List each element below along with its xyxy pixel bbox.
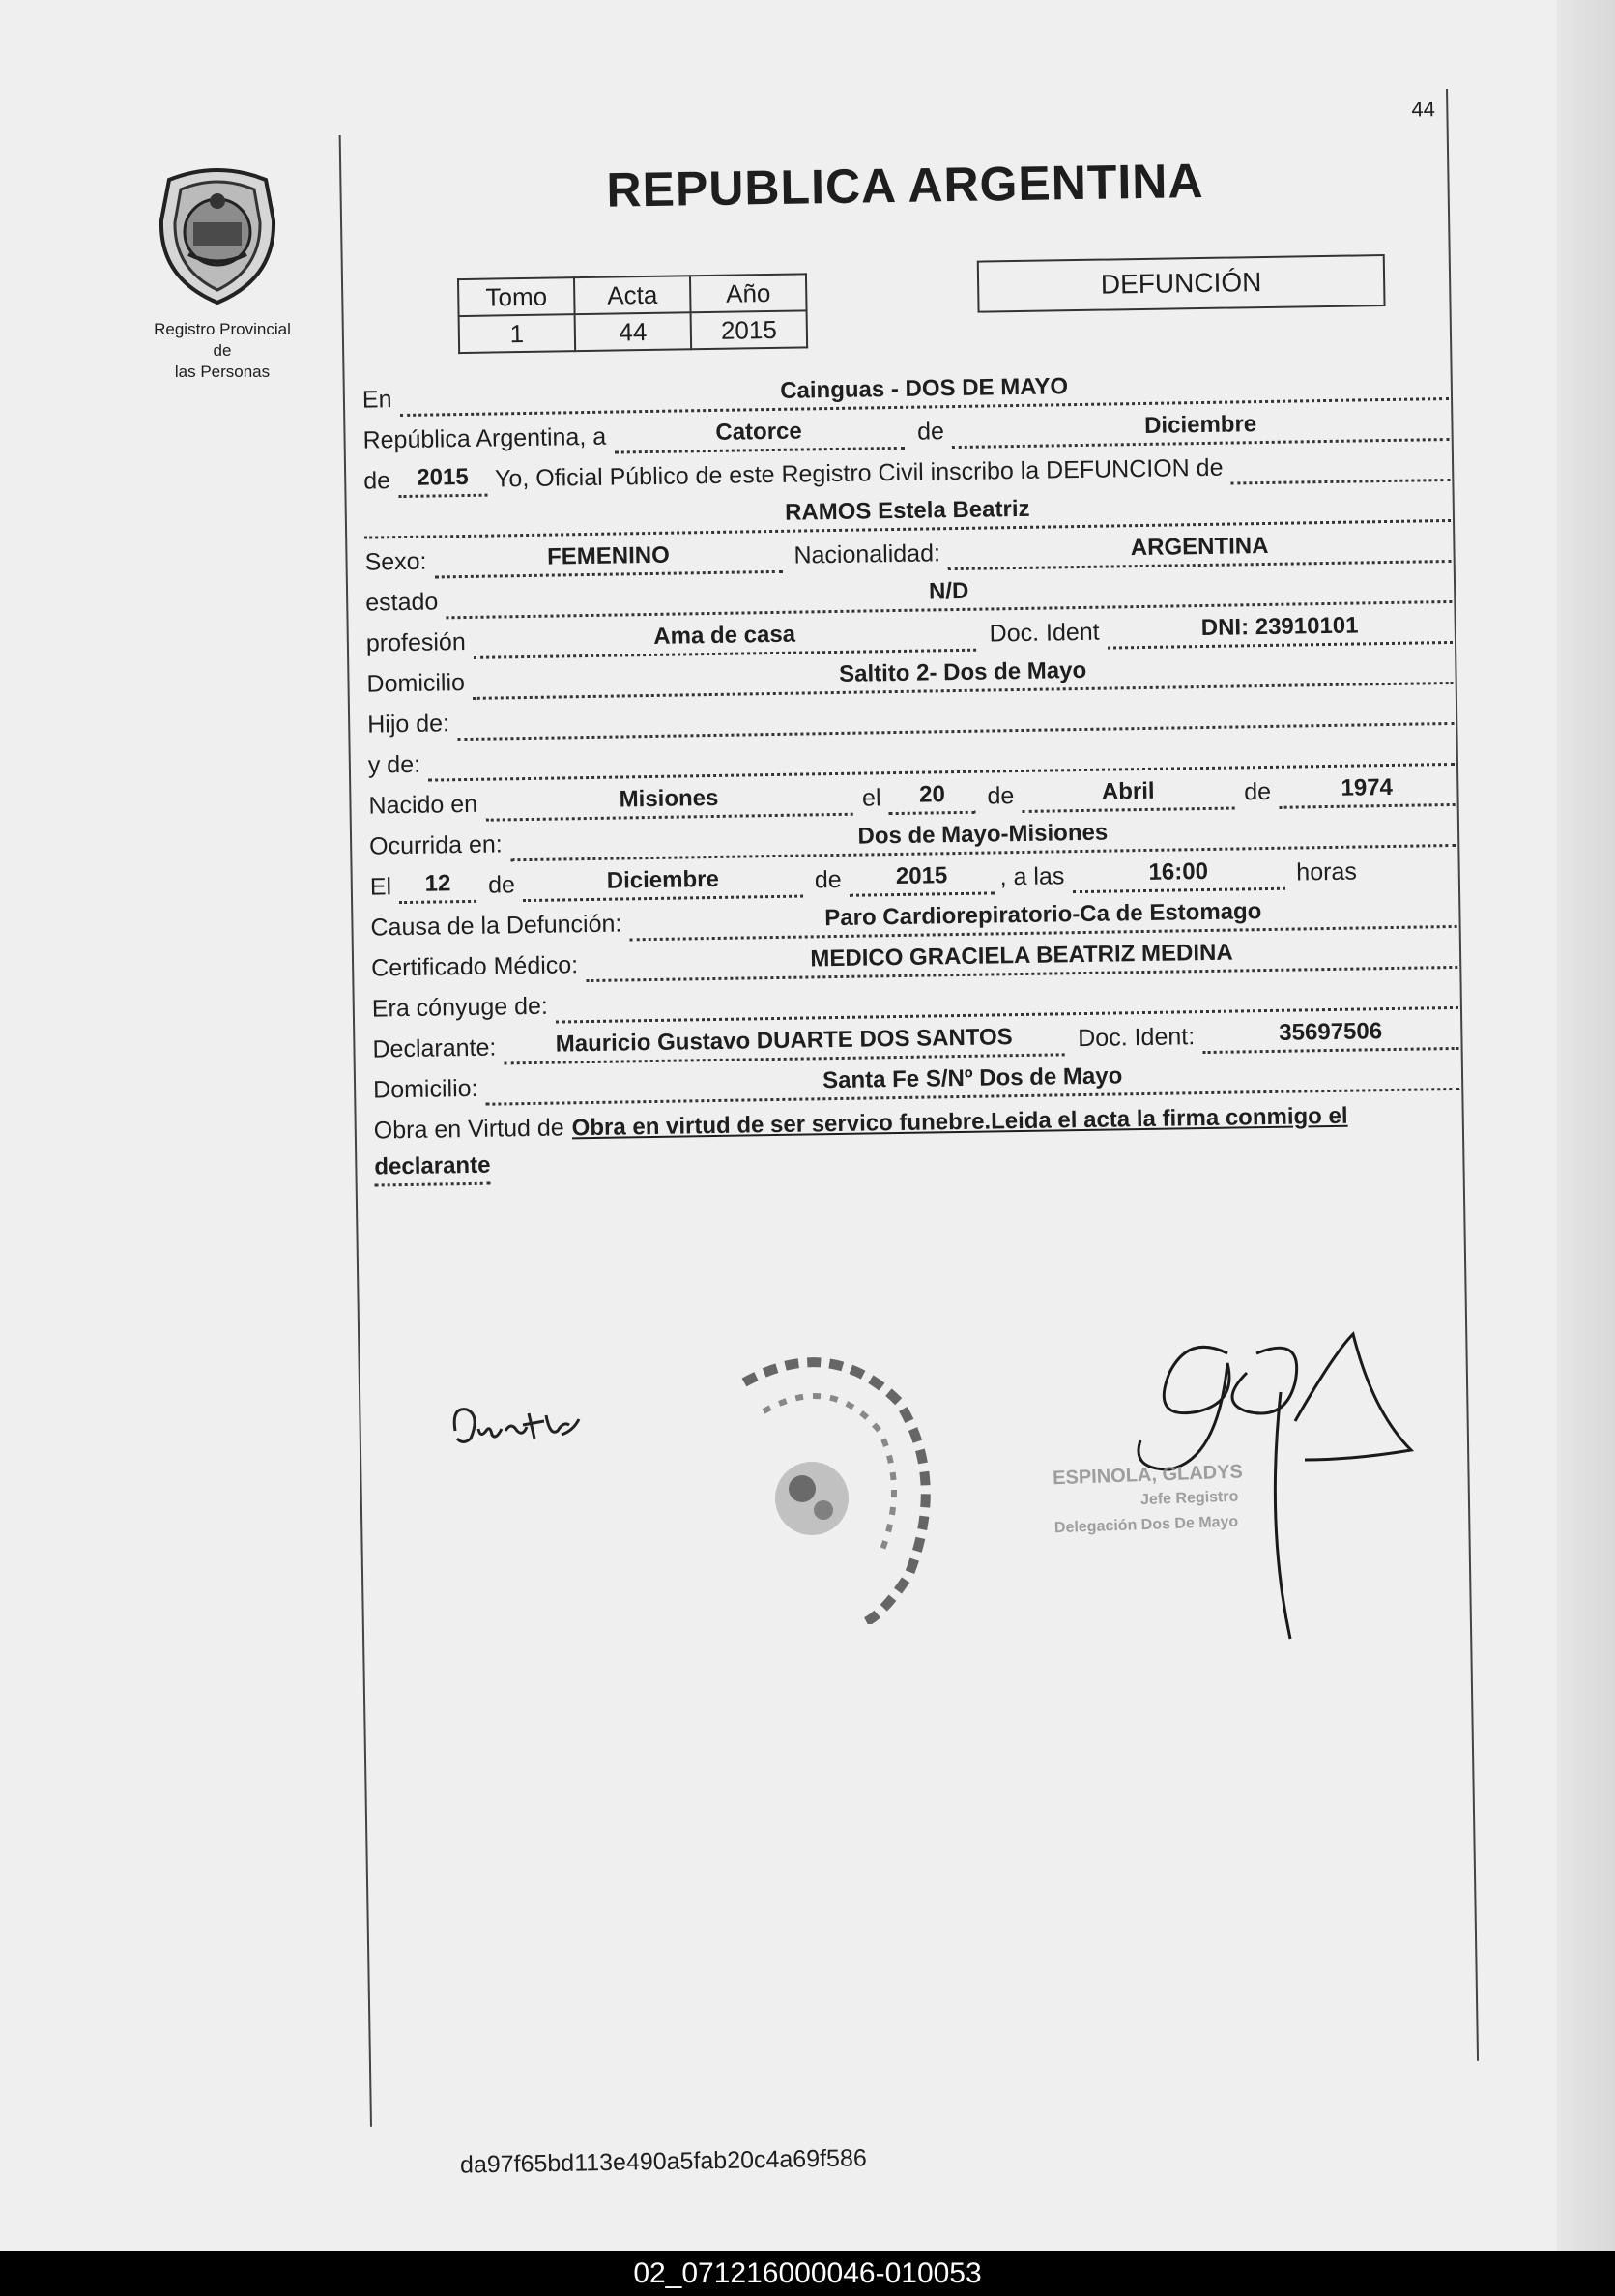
field-domicilio: Saltito 2- Dos de Mayo (473, 649, 1454, 700)
official-stamp (1053, 1454, 1403, 1542)
field-sexo: FEMENINO (434, 538, 783, 579)
field-declarante: Mauricio Gustavo DUARTE DOS SANTOS (504, 1020, 1065, 1064)
field-nac-mes: Abril (1022, 774, 1235, 813)
declarant-signature (449, 1392, 585, 1460)
label-conyuge: Era cónyuge de: (371, 992, 549, 1023)
registry-label-line2: las Personas (174, 363, 271, 381)
field-anio: 2015 (398, 461, 488, 498)
label-hijo-de: Hijo de: (366, 710, 450, 739)
ref-header-anio: Año (690, 274, 807, 312)
document-hash: da97f65bd113e490a5fab20c4a69f586 (459, 2144, 868, 2179)
label-el: el (861, 784, 881, 812)
registry-label (145, 319, 300, 383)
label-el-cap: El (369, 873, 392, 901)
label-yo-oficial: Yo, Oficial Público de este Registro Civil inscribo la DEFUNCION de (494, 453, 1224, 493)
ref-value-anio: 2015 (691, 310, 808, 349)
field-certificado: MEDICO GRACIELA BEATRIZ MEDINA (586, 933, 1457, 982)
field-def-dia: 12 (399, 867, 477, 904)
label-nacido-en: Nacido en (368, 790, 478, 820)
page-number: 44 (1411, 97, 1436, 122)
label-declarante-domicilio: Domicilio: (372, 1074, 478, 1104)
field-declarante-domicilio: Santa Fe S/Nº Dos de Mayo (485, 1055, 1459, 1106)
label-de-4: de (1244, 777, 1272, 806)
field-def-mes: Diciembre (523, 862, 804, 903)
field-nombre: RAMOS Estela Beatriz (364, 486, 1451, 539)
file-id-bar: 02_071216000046-010053 (0, 2251, 1615, 2296)
field-profesion: Ama de casa (473, 616, 976, 659)
field-mes: Diciembre (952, 405, 1450, 449)
field-dia-texto: Catorce (614, 414, 905, 454)
certificate-body (338, 79, 1501, 2136)
field-nacionalidad: ARGENTINA (948, 527, 1452, 570)
label-sexo: Sexo: (364, 547, 427, 576)
registry-label-line1: Registro Provincial de (154, 320, 291, 360)
field-ocurrida-en: Dos de Mayo-Misiones (509, 811, 1456, 861)
official-stamp-line3: Delegación Dos De Mayo (1053, 1513, 1239, 1537)
label-obra-virtud: Obra en Virtud de (373, 1114, 564, 1145)
field-causa: Paro Cardiorepiratorio-Ca de Estomago (629, 892, 1457, 941)
label-y-de: y de: (367, 750, 421, 779)
label-de-2: de (363, 467, 391, 495)
field-def-anio: 2015 (849, 858, 995, 896)
label-a-las: , a las (999, 862, 1065, 891)
field-def-hora: 16:00 (1072, 855, 1285, 893)
label-domicilio: Domicilio (366, 669, 466, 698)
label-declarante: Declarante: (372, 1033, 497, 1063)
page-edge-shadow (1557, 0, 1615, 2252)
label-nacionalidad: Nacionalidad: (793, 539, 941, 569)
reference-table (457, 273, 808, 354)
label-de-6: de (814, 865, 842, 894)
field-nac-dia: 20 (888, 778, 976, 815)
province-seal-icon (150, 162, 285, 307)
document-title: REPUBLICA ARGENTINA (606, 153, 1204, 218)
field-nac-anio: 1974 (1279, 770, 1456, 809)
label-estado: estado (365, 588, 439, 617)
field-lugar: Cainguas - DOS DE MAYO (399, 364, 1449, 417)
official-stamp-line2: Jefe Registro (1139, 1488, 1239, 1509)
field-obra-line2: declarante (374, 1149, 491, 1187)
label-certificado: Certificado Médico: (370, 951, 579, 982)
label-en: En (361, 386, 392, 414)
label-de-5: de (487, 871, 516, 899)
label-profesion: profesión (365, 628, 466, 657)
field-obra-line1: Obra en virtud de ser servico funebre.Leida el acta la firma conmigo el (571, 1102, 1348, 1142)
registry-stamp-icon (715, 1344, 947, 1624)
record-type-box: DEFUNCIÓN (977, 254, 1386, 313)
label-horas: horas (1296, 857, 1358, 886)
label-ocurrida-en: Ocurrida en: (368, 830, 503, 860)
label-republica-a: República Argentina, a (362, 422, 607, 454)
field-declarante-doc: 35697506 (1202, 1014, 1459, 1054)
label-de-3: de (987, 782, 1015, 810)
label-de-1: de (916, 418, 945, 446)
field-doc: DNI: 23910101 (1107, 608, 1453, 650)
ref-value-tomo: 1 (459, 314, 576, 353)
field-nacido-en: Misiones (485, 780, 853, 822)
field-blank-1 (1230, 446, 1450, 485)
ref-value-acta: 44 (575, 312, 692, 351)
ref-header-acta: Acta (574, 276, 691, 314)
official-stamp-line1: ESPINOLA, GLADYS (1052, 1461, 1244, 1490)
label-declarante-doc: Doc. Ident: (1078, 1023, 1196, 1053)
label-causa: Causa de la Defunción: (370, 910, 622, 942)
field-estado: N/D (446, 567, 1452, 619)
ref-header-tomo: Tomo (458, 277, 575, 316)
label-doc-ident: Doc. Ident (989, 618, 1100, 648)
